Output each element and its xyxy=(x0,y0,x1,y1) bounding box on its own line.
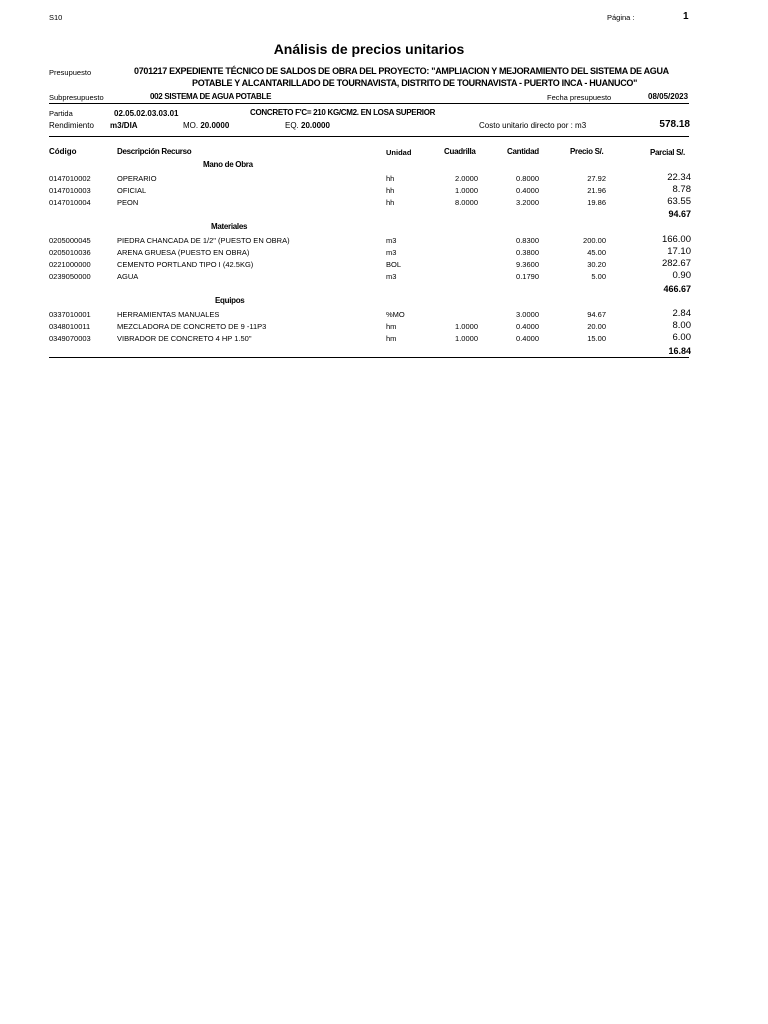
presupuesto-line1 xyxy=(134,66,669,76)
section-title-materiales: Materiales xyxy=(211,222,248,231)
row-unit: hh xyxy=(386,174,395,183)
row-code: 0337010001 xyxy=(49,310,91,319)
col-header-precio: Precio S/. xyxy=(570,147,604,156)
table-row xyxy=(0,334,768,345)
col-header-parcial: Parcial S/. xyxy=(650,148,685,157)
row-precio: 45.00 xyxy=(587,248,606,257)
row-code: 0147010004 xyxy=(49,198,91,207)
table-row xyxy=(0,236,768,247)
table-row xyxy=(0,272,768,283)
row-cantidad: 0.1790 xyxy=(516,272,539,281)
col-header-cuadrilla: Cuadrilla xyxy=(444,147,476,156)
row-unit: m3 xyxy=(386,248,397,257)
row-precio: 200.00 xyxy=(583,236,606,245)
row-code: 0147010003 xyxy=(49,186,91,195)
row-precio: 19.86 xyxy=(587,198,606,207)
rendimiento-unit: m3/DIA xyxy=(110,121,138,130)
subpresupuesto-value: 002 SISTEMA DE AGUA POTABLE xyxy=(150,92,272,101)
row-cantidad: 3.0000 xyxy=(516,310,539,319)
mo-label: MO. xyxy=(183,121,199,130)
row-code: 0205000045 xyxy=(49,236,91,245)
row-cantidad: 0.4000 xyxy=(516,322,539,331)
rendimiento-label: Rendimiento xyxy=(49,121,94,130)
row-description: PEON xyxy=(117,198,139,207)
presupuesto-label: Presupuesto xyxy=(49,68,92,77)
row-code: 0349070003 xyxy=(49,334,91,343)
row-parcial: 17.10 xyxy=(667,246,691,257)
table-row xyxy=(0,310,768,321)
row-cantidad: 9.3600 xyxy=(516,260,539,269)
costo-label: Costo unitario directo por : m3 xyxy=(479,121,587,130)
row-code: 0239050000 xyxy=(49,272,91,281)
partida-description: CONCRETO F'C= 210 KG/CM2. EN LOSA SUPERIOR xyxy=(250,108,436,117)
row-description: AGUA xyxy=(117,272,139,281)
row-unit: m3 xyxy=(386,272,397,281)
row-parcial: 2.84 xyxy=(672,308,691,319)
table-row xyxy=(0,322,768,333)
row-description: HERRAMIENTAS MANUALES xyxy=(117,310,220,319)
row-parcial: 166.00 xyxy=(661,234,691,245)
row-cantidad: 3.2000 xyxy=(516,198,539,207)
table-row xyxy=(0,260,768,271)
table-row xyxy=(0,174,768,185)
row-cantidad: 0.4000 xyxy=(516,334,539,343)
row-unit: m3 xyxy=(386,236,397,245)
row-cuadrilla: 1.0000 xyxy=(455,322,478,331)
presupuesto-title-line1: EXPEDIENTE TÉCNICO DE SALDOS DE OBRA DEL PROYECTO: "AMPLIACION Y MEJORAMIENTO DEL SISTEMA DE AGUA xyxy=(169,66,669,76)
row-precio: 30.20 xyxy=(587,260,606,269)
costo-value: 578.18 xyxy=(659,119,690,130)
page-title: Análisis de precios unitarios xyxy=(273,41,465,57)
section-title-mano-de-obra: Mano de Obra xyxy=(203,160,253,169)
partida-divider xyxy=(49,136,689,137)
row-unit: hm xyxy=(386,322,397,331)
page-number: 1 xyxy=(683,11,689,22)
report-code: S10 xyxy=(49,13,63,22)
table-row xyxy=(0,248,768,259)
row-cuadrilla: 8.0000 xyxy=(455,198,478,207)
row-code: 0348010011 xyxy=(49,322,91,331)
row-description: OPERARIO xyxy=(117,174,157,183)
presupuesto-title-line2: POTABLE Y ALCANTARILLADO DE TOURNAVISTA, DISTRITO DE TOURNAVISTA - PUERTO INCA - HUANUCO" xyxy=(192,78,638,88)
row-code: 0147010002 xyxy=(49,174,91,183)
eq-value: 20.0000 xyxy=(301,121,330,130)
fecha-value: 08/05/2023 xyxy=(648,92,689,101)
partida-label: Partida xyxy=(49,109,73,118)
subtotal-mano-de-obra: 94.67 xyxy=(668,209,691,219)
row-unit: hh xyxy=(386,198,395,207)
row-parcial: 63.55 xyxy=(667,196,691,207)
row-cantidad: 0.4000 xyxy=(516,186,539,195)
col-header-codigo: Código xyxy=(49,147,77,156)
footer-divider xyxy=(49,357,689,358)
page-label: Página : xyxy=(607,13,635,22)
row-unit: %MO xyxy=(386,310,405,319)
col-header-descripcion: Descripción Recurso xyxy=(117,147,192,156)
col-header-cantidad: Cantidad xyxy=(507,147,539,156)
row-code: 0221000000 xyxy=(49,260,91,269)
row-parcial: 8.78 xyxy=(672,184,691,195)
row-cuadrilla: 1.0000 xyxy=(455,334,478,343)
row-description: PIEDRA CHANCADA DE 1/2" (PUESTO EN OBRA) xyxy=(117,236,290,245)
subtotal-materiales: 466.67 xyxy=(663,284,691,294)
table-row xyxy=(0,198,768,209)
row-unit: BOL xyxy=(386,260,402,269)
row-parcial: 8.00 xyxy=(672,320,691,331)
header-divider xyxy=(49,103,689,104)
eq-label: EQ. xyxy=(285,121,299,130)
partida-code: 02.05.02.03.03.01 xyxy=(114,109,179,118)
row-precio: 27.92 xyxy=(587,174,606,183)
table-row xyxy=(0,186,768,197)
eq-field xyxy=(285,121,330,130)
row-cuadrilla: 1.0000 xyxy=(455,186,478,195)
row-cantidad: 0.8000 xyxy=(516,174,539,183)
presupuesto-code: 0701217 xyxy=(134,66,167,76)
row-cuadrilla: 2.0000 xyxy=(455,174,478,183)
subpresupuesto-label: Subpresupuesto xyxy=(49,93,104,102)
row-precio: 5.00 xyxy=(591,272,606,281)
row-description: CEMENTO PORTLAND TIPO I (42.5KG) xyxy=(117,260,254,269)
row-description: MEZCLADORA DE CONCRETO DE 9 -11P3 xyxy=(117,322,267,331)
col-header-unidad: Unidad xyxy=(386,148,412,157)
row-parcial: 6.00 xyxy=(672,332,691,343)
fecha-label: Fecha presupuesto xyxy=(547,93,612,102)
row-description: ARENA GRUESA (PUESTO EN OBRA) xyxy=(117,248,250,257)
mo-field xyxy=(183,121,229,130)
row-precio: 15.00 xyxy=(587,334,606,343)
row-cantidad: 0.3800 xyxy=(516,248,539,257)
row-parcial: 282.67 xyxy=(661,258,691,269)
row-precio: 20.00 xyxy=(587,322,606,331)
subtotal-equipos: 16.84 xyxy=(668,346,691,356)
row-parcial: 22.34 xyxy=(667,172,691,183)
row-unit: hh xyxy=(386,186,395,195)
row-precio: 94.67 xyxy=(587,310,606,319)
row-unit: hm xyxy=(386,334,397,343)
mo-value: 20.0000 xyxy=(200,121,230,130)
row-cantidad: 0.8300 xyxy=(516,236,539,245)
row-description: VIBRADOR DE CONCRETO 4 HP 1.50" xyxy=(117,334,252,343)
row-parcial: 0.90 xyxy=(672,270,691,281)
row-precio: 21.96 xyxy=(587,186,606,195)
section-title-equipos: Equipos xyxy=(215,296,245,305)
row-description: OFICIAL xyxy=(117,186,147,195)
row-code: 0205010036 xyxy=(49,248,91,257)
